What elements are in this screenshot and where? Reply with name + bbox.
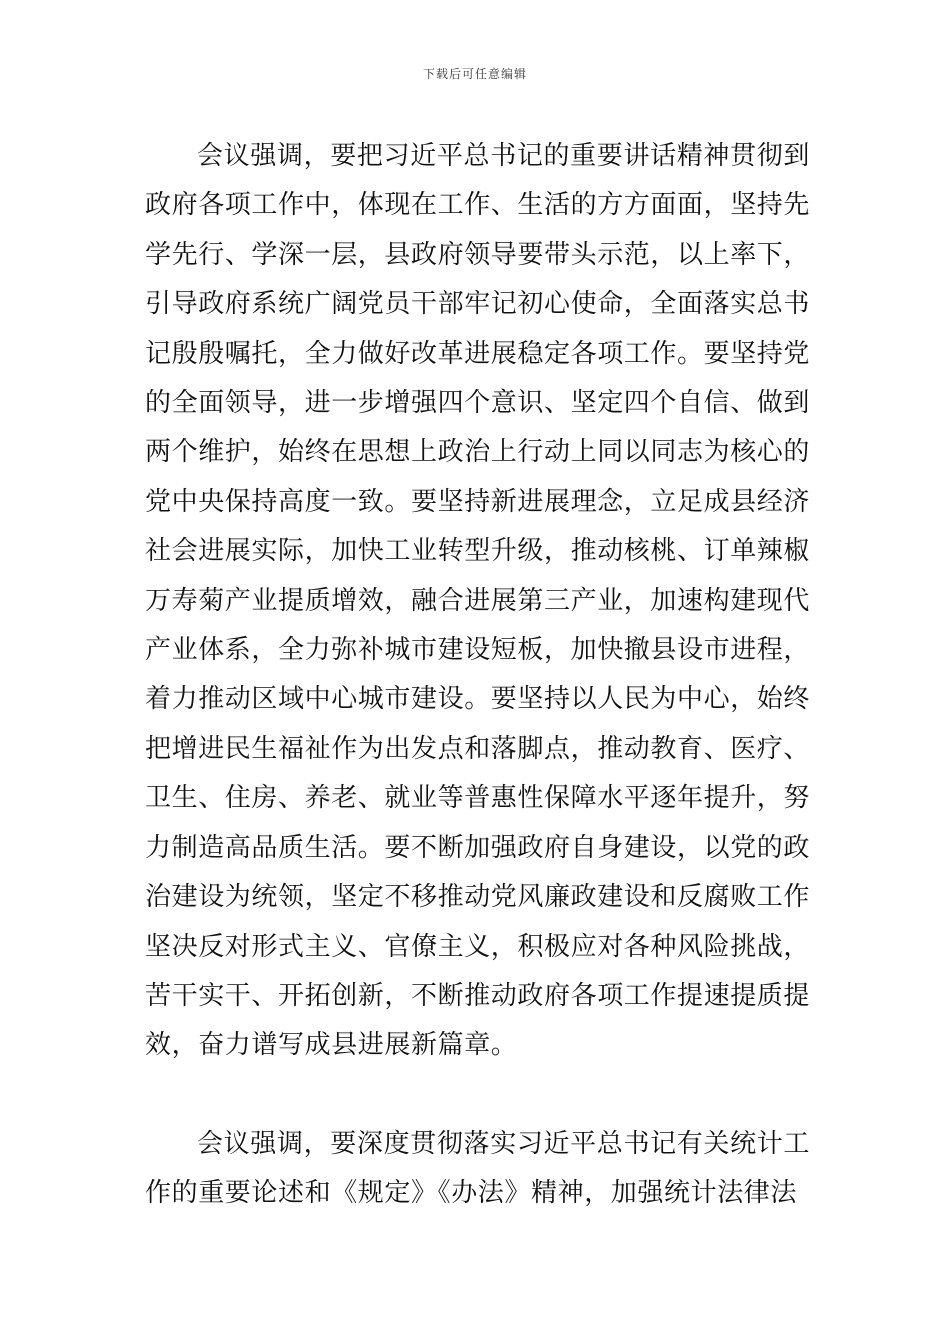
header-note: 下载后可任意编辑 xyxy=(422,67,527,81)
document-body xyxy=(145,132,810,1219)
paragraph-1: 会议强调，要把习近平总书记的重要讲话精神贯彻到政府各项工作中，体现在工作、生活的方方面面，坚持先学先行、学深一层，县政府领导要带头示范，以上率下，引导政府系统广阔党员干部牢记初心使命，全面落实总书记殷殷嘱托，全力做好改革进展稳定各项工作。要坚持党的全面领导，进一步增强四个意识、坚定四个自信、做到两个维护，始终在思想上政治上行动上同以同志为核心的党中央保持高度一致。要坚持新进展理念，立足成县经济社会进展实际，加快工业转型升级，推动核桃、订单辣椒万寿菊产业提质增效，融合进展第三产业，加速构建现代产业体系，全力弥补城市建设短板，加快撤县设市进程，着力推动区域中心城市建设。要坚持以人民为中心，始终把增进民生福祉作为出发点和落脚点，推动教育、医疗、卫生、住房、养老、就业等普惠性保障水平逐年提升，努力制造高品质生活。要不断加强政府自身建设，以党的政治建设为统领，坚定不移推动党风廉政建设和反腐败工作坚决反对形式主义、官僚主义，积极应对各种风险挑战，苦干实干、开拓创新，不断推动政府各项工作提速提质提效，奋力谱写成县进展新篇章。 xyxy=(145,141,811,1061)
paragraph-2: 会议强调，要深度贯彻落实习近平总书记有关统计工作的重要论述和《规定》《办法》精神，加强统计法律法 xyxy=(145,1128,810,1209)
